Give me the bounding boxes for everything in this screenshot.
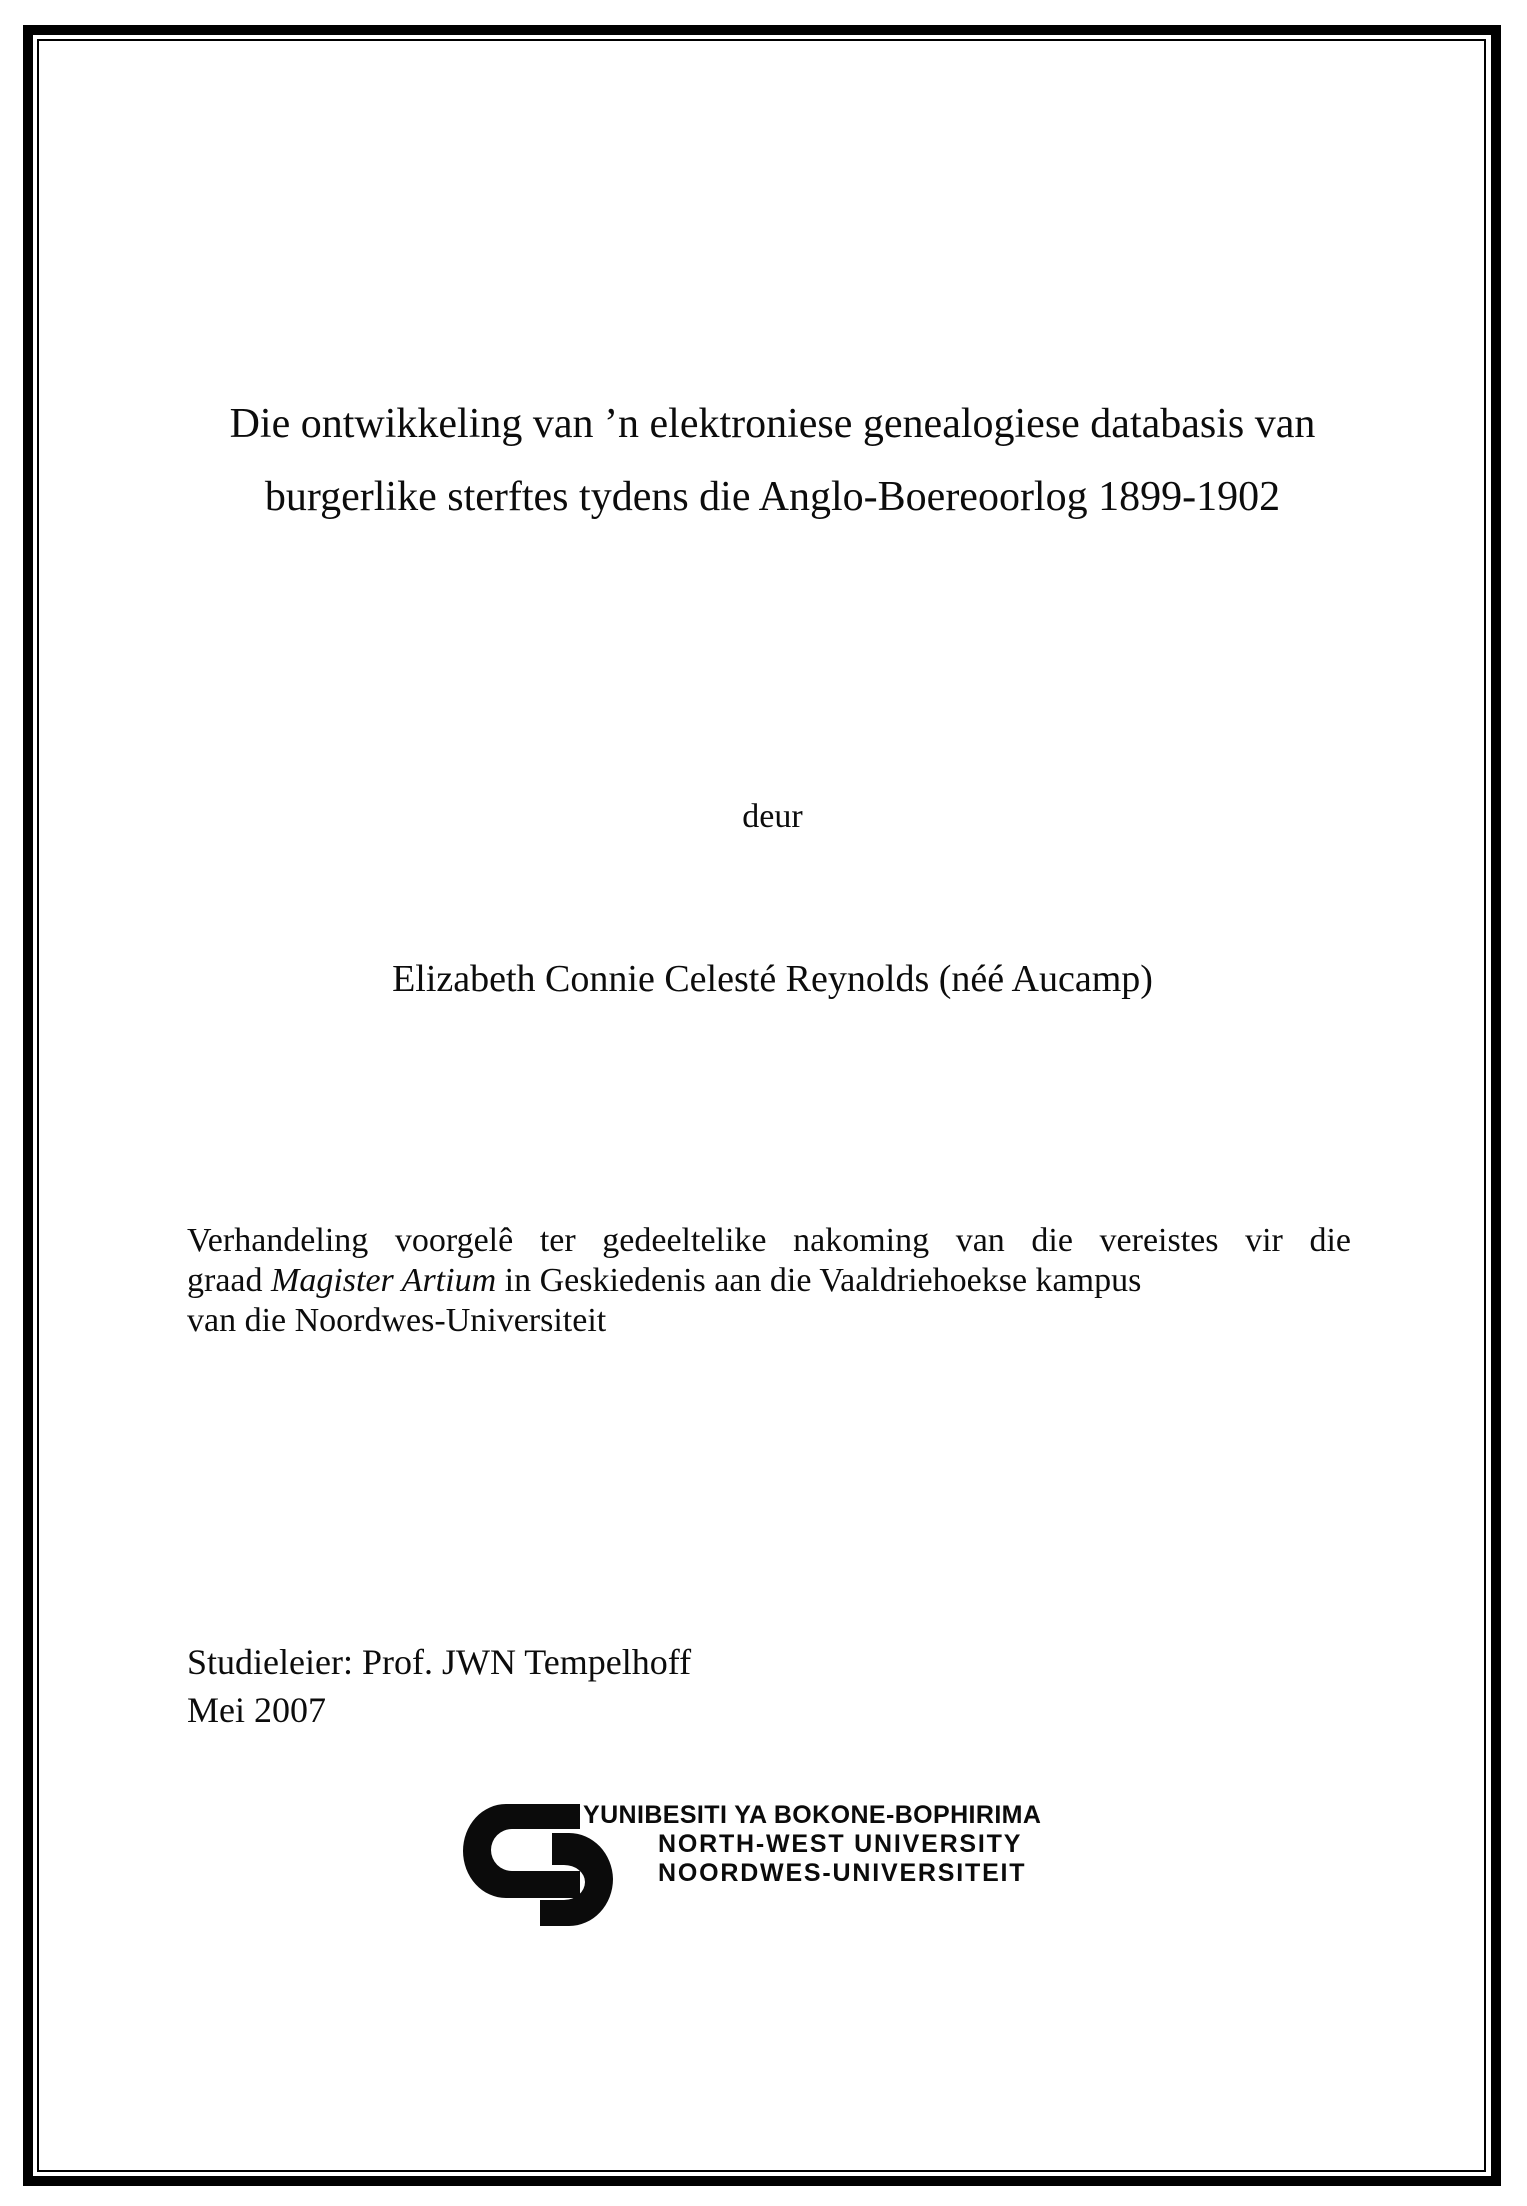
degree-statement-line-2 <box>187 1261 1351 1301</box>
degree-statement-line-2-end: in Geskiedenis aan die Vaaldriehoekse kampus <box>496 1262 1142 1299</box>
page-title <box>80 388 1465 534</box>
author-name: Elizabeth Connie Celesté Reynolds (néé Aucamp) <box>392 958 1153 1000</box>
nwu-logo-text <box>583 1801 1041 1888</box>
degree-statement-line-3: van die Noordwes-Universiteit <box>187 1302 607 1339</box>
degree-statement-line-2-start: graad <box>187 1262 272 1299</box>
degree-statement <box>187 1221 1351 1341</box>
degree-statement-line-1: Verhandeling voorgelê ter gedeeltelike nakoming van die vereistes vir die <box>187 1222 1351 1259</box>
nwu-logo <box>458 1797 1138 1937</box>
date-line: Mei 2007 <box>187 1690 326 1730</box>
logo-text-english: NORTH-WEST UNIVERSITY <box>658 1830 1023 1858</box>
byline-deur: deur <box>742 798 803 835</box>
title-line-1: Die ontwikkeling van ’n elektroniese genealogiese databasis van <box>229 401 1316 447</box>
logo-text-setswana: YUNIBESITI YA BOKONE-BOPHIRIMA <box>583 1801 1042 1829</box>
degree-name-italic: Magister Artium <box>271 1262 497 1299</box>
supervisor-line: Studieleier: Prof. JWN Tempelhoff <box>187 1642 692 1682</box>
title-line-2: burgerlike sterftes tydens die Anglo-Boereoorlog 1899-1902 <box>264 474 1281 520</box>
supervisor-and-date <box>187 1638 691 1734</box>
logo-text-afrikaans: NOORDWES-UNIVERSITEIT <box>658 1859 1027 1887</box>
